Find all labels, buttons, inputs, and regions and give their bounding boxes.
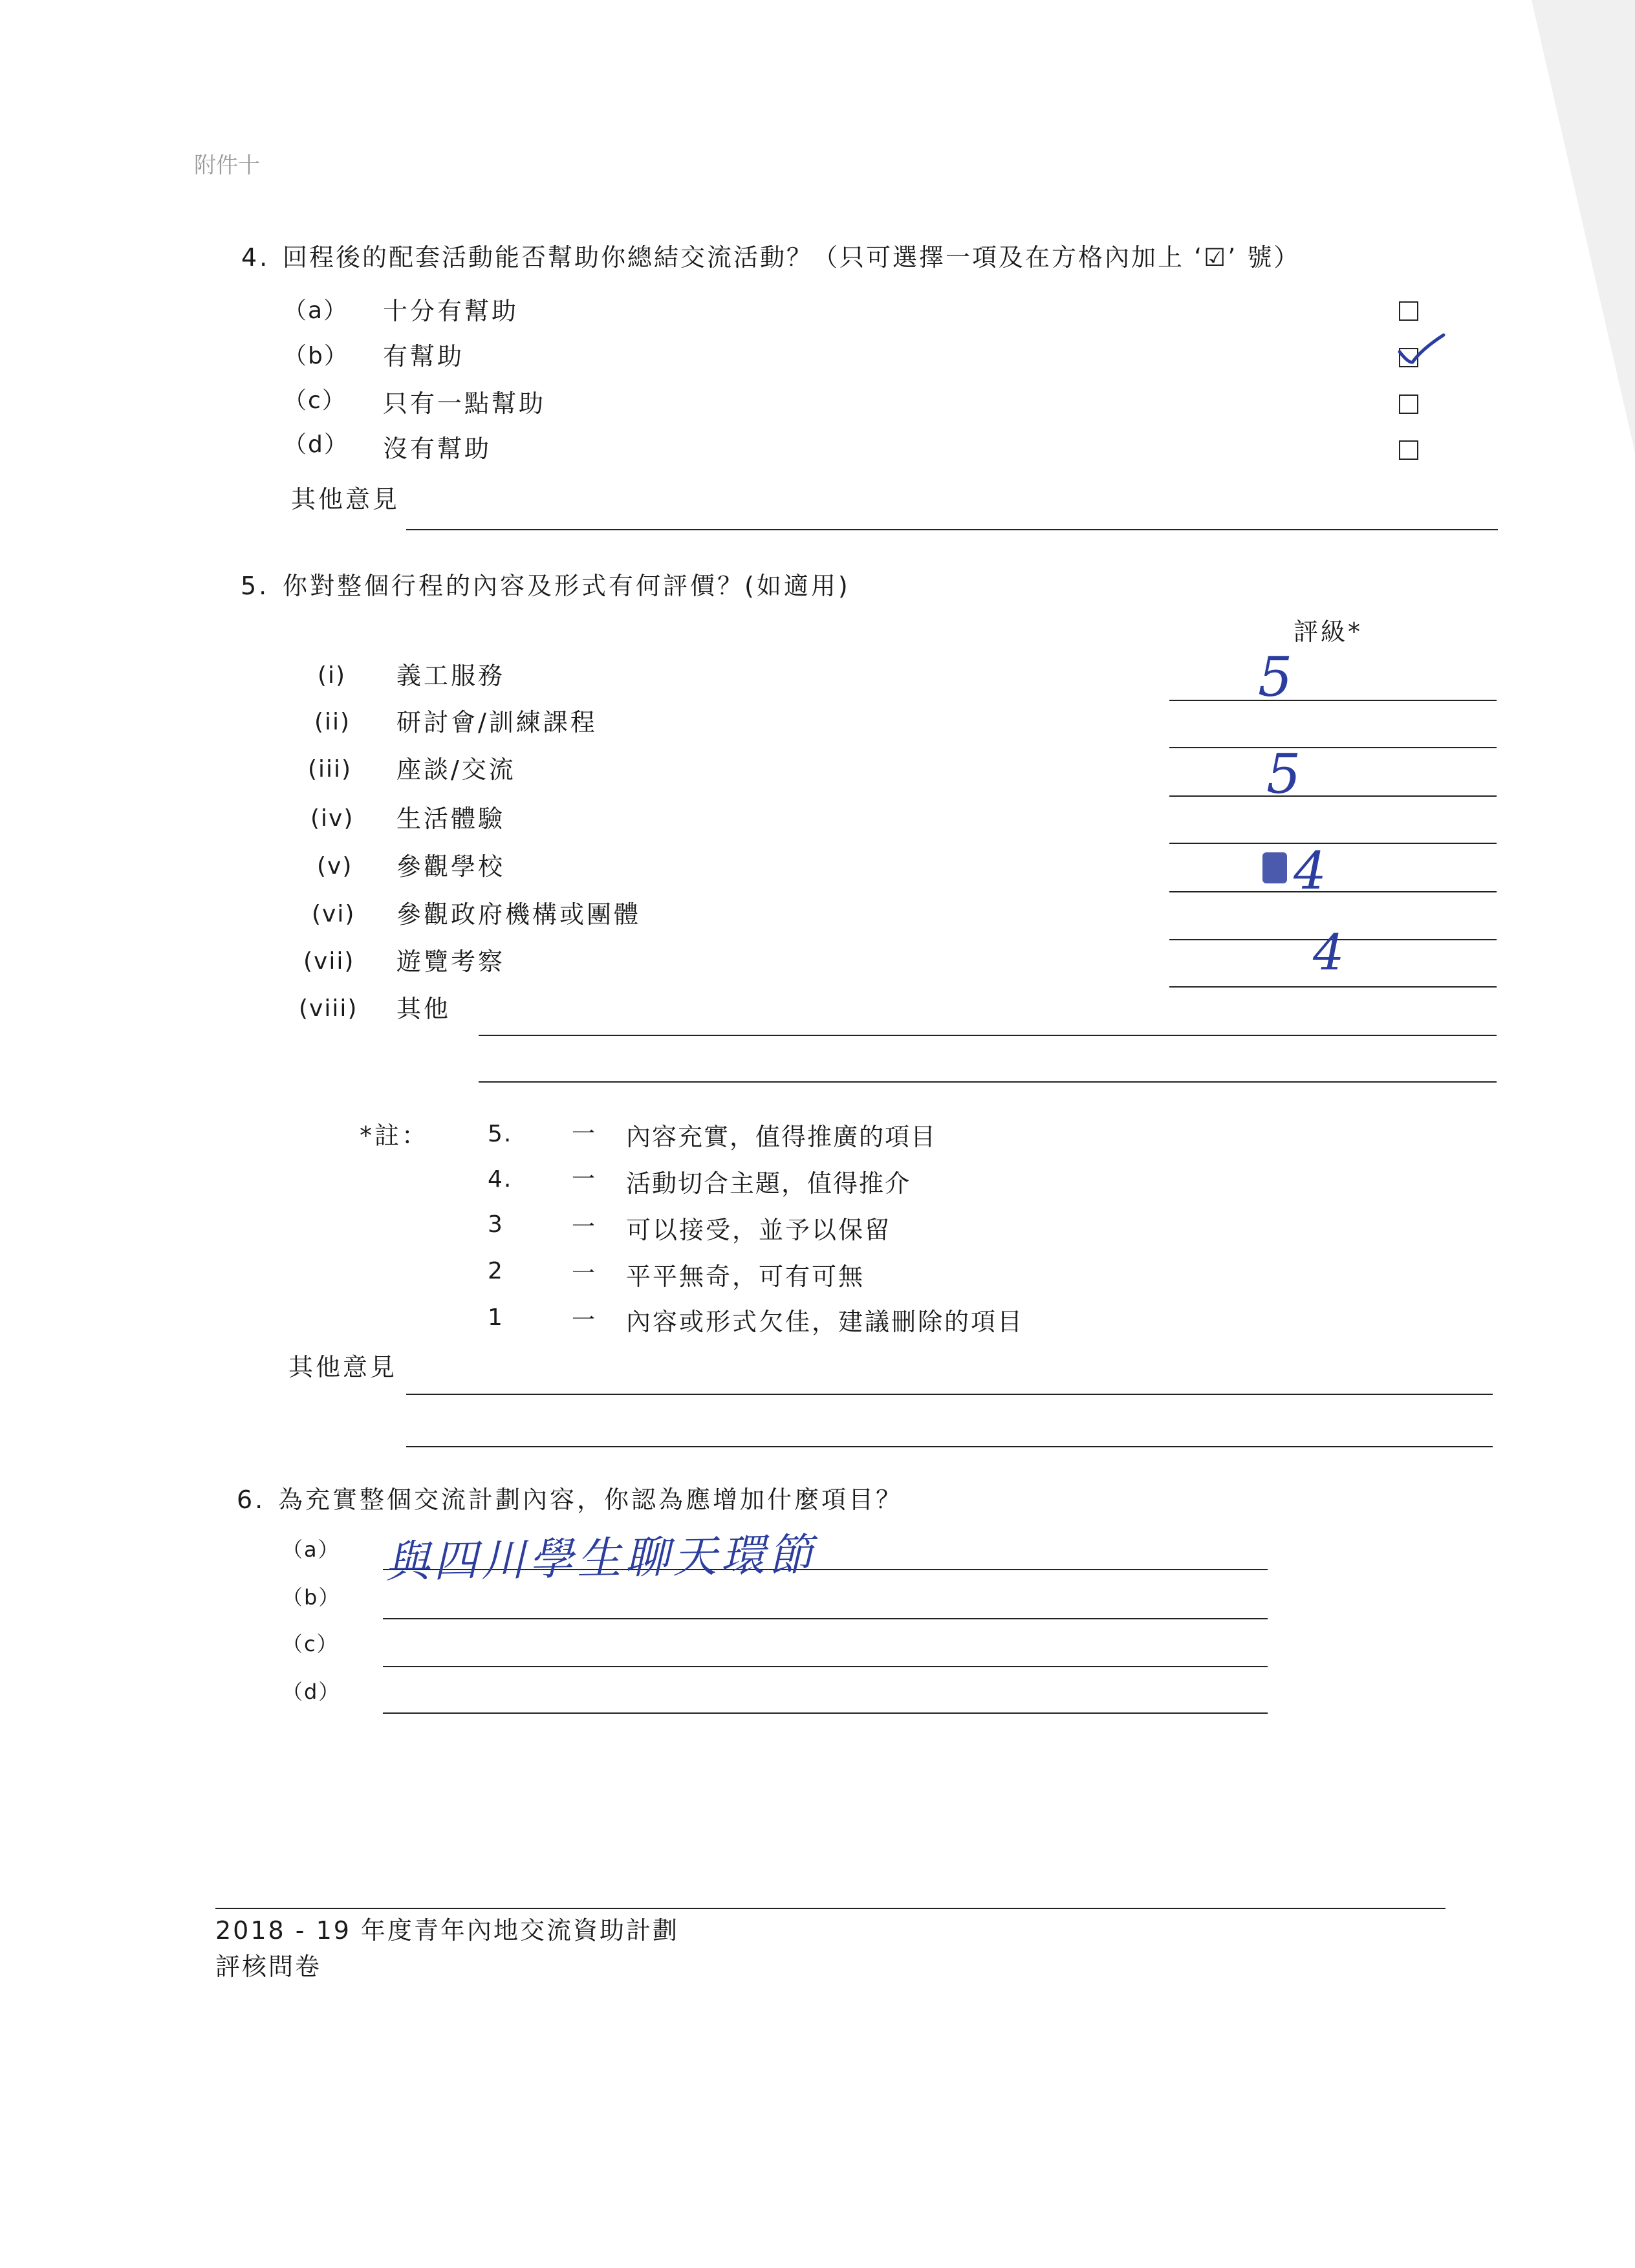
footer-form-title: 評核問卷 <box>215 1952 322 1981</box>
q6-item-a-marker: （a） <box>282 1537 340 1562</box>
q5-item-ii-label: 研討會/訓練課程 <box>396 708 598 737</box>
q5-item-i-marker: (i) <box>318 662 347 689</box>
q6-item-b-line[interactable] <box>383 1618 1268 1619</box>
q5-item-i-rating: 5 <box>1258 645 1293 709</box>
q4-number: 4. <box>241 243 270 272</box>
q4-option-a-label: 十分有幫助 <box>383 297 519 325</box>
q5-scale-2-desc: 活動切合主題，值得推介 <box>626 1169 911 1198</box>
corner-label: 附件十 <box>194 153 260 178</box>
q5-other-line-2[interactable] <box>406 1446 1493 1447</box>
q6-item-d-line[interactable] <box>383 1712 1268 1714</box>
q5-scale-4-dash: 一 <box>572 1260 597 1287</box>
q5-item-vi-marker: (vi) <box>312 901 356 927</box>
q4-other-label: 其他意見 <box>291 485 400 513</box>
q5-item-vii-marker: (vii) <box>303 948 355 975</box>
q4-option-d-checkbox[interactable] <box>1399 440 1418 460</box>
footer-program-title: 2018 - 19 年度青年內地交流資助計劃 <box>215 1916 680 1945</box>
q5-item-iii-label: 座談/交流 <box>396 755 516 784</box>
q6-number: 6. <box>237 1485 266 1514</box>
q5-item-iii-rating: 5 <box>1266 742 1301 806</box>
q5-scale-1-dash: 一 <box>572 1121 597 1147</box>
page-edge-shadow <box>1532 0 1635 453</box>
q4-option-c-marker: （c） <box>283 387 347 414</box>
q4-option-c-checkbox[interactable] <box>1399 394 1418 414</box>
q5-number: 5. <box>241 572 270 600</box>
q4-question: 回程後的配套活動能否幫助你總結交流活動？（只可選擇一項及在方格內加上 ‘☑’ 號） <box>283 243 1301 272</box>
q5-scale-3-score: 3 <box>488 1211 504 1238</box>
q5-item-vi-label: 參觀政府機構或團體 <box>396 900 642 929</box>
q5-item-ii-marker: (ii) <box>314 709 351 735</box>
q4-other-line[interactable] <box>406 529 1498 530</box>
q4-option-c-label: 只有一點幫助 <box>383 389 547 418</box>
q5-item-ii-line[interactable] <box>1169 747 1497 748</box>
q5-scale-1-score: 5. <box>488 1121 513 1147</box>
q4-option-a-checkbox[interactable] <box>1399 301 1418 321</box>
q5-item-vii-line[interactable] <box>1169 986 1497 988</box>
q5-other-label: 其他意見 <box>288 1353 398 1381</box>
q6-item-c-line[interactable] <box>383 1666 1268 1667</box>
q4-option-a-marker: （a） <box>283 297 349 324</box>
q5-item-iv-line[interactable] <box>1169 843 1497 844</box>
q5-item-iv-marker: (iv) <box>310 805 354 832</box>
scribble-icon <box>1262 852 1287 883</box>
q5-scale-1-desc: 內容充實，值得推廣的項目 <box>626 1123 937 1151</box>
checkmark-icon <box>1391 330 1449 369</box>
q5-item-viii-line[interactable] <box>479 1035 1497 1036</box>
q5-scale-3-desc: 可以接受，並予以保留 <box>626 1216 892 1244</box>
q5-scale-5-score: 1 <box>488 1304 504 1331</box>
q5-item-v-marker: (v) <box>317 853 353 880</box>
q5-rating-header: 評級* <box>1294 618 1363 646</box>
q5-scale-3-dash: 一 <box>572 1214 597 1240</box>
q5-scale-2-dash: 一 <box>572 1166 597 1193</box>
q5-question: 你對整個行程的內容及形式有何評價？(如適用) <box>283 572 850 600</box>
q6-item-a-answer: 與四川學生聊天環節 <box>385 1529 817 1588</box>
q6-item-d-marker: （d） <box>282 1679 341 1704</box>
q5-item-v-line[interactable] <box>1169 891 1497 892</box>
q6-item-c-marker: （c） <box>282 1632 339 1656</box>
q5-item-i-label: 義工服務 <box>396 662 506 690</box>
q4-option-b-label: 有幫助 <box>383 342 465 371</box>
q4-option-d-marker: （d） <box>283 431 349 458</box>
q5-scale-4-score: 2 <box>488 1258 504 1284</box>
q5-item-viii-marker: (viii) <box>299 995 358 1022</box>
q5-item-iii-marker: (iii) <box>308 756 352 783</box>
q5-item-iii-line[interactable] <box>1169 795 1497 797</box>
q5-item-viii-label: 其他 <box>396 995 451 1023</box>
q5-scale-4-desc: 平平無奇，可有可無 <box>626 1262 865 1291</box>
q5-item-v-label: 參觀學校 <box>396 852 506 881</box>
q5-item-vii-label: 遊覽考察 <box>396 947 506 976</box>
q5-note-label: *註： <box>360 1121 429 1150</box>
q5-other-line-1[interactable] <box>406 1394 1493 1395</box>
q5-item-i-line[interactable] <box>1169 700 1497 701</box>
q5-item-v-rating: 4 <box>1294 841 1326 901</box>
q4-option-b-marker: （b） <box>283 343 349 369</box>
q5-scale-2-score: 4. <box>488 1166 513 1193</box>
footer-rule <box>215 1908 1446 1909</box>
q5-item-vii-rating: 4 <box>1313 923 1345 981</box>
q5-scale-5-dash: 一 <box>572 1307 597 1334</box>
q4-option-d-label: 沒有幫助 <box>383 435 492 463</box>
q5-item-viii-extra-line[interactable] <box>479 1081 1497 1083</box>
q5-scale-5-desc: 內容或形式欠佳，建議刪除的項目 <box>626 1308 1024 1336</box>
q6-item-b-marker: （b） <box>282 1585 341 1610</box>
q5-item-iv-label: 生活體驗 <box>396 805 506 833</box>
q6-question: 為充實整個交流計劃內容，你認為應增加什麼項目？ <box>278 1485 904 1514</box>
